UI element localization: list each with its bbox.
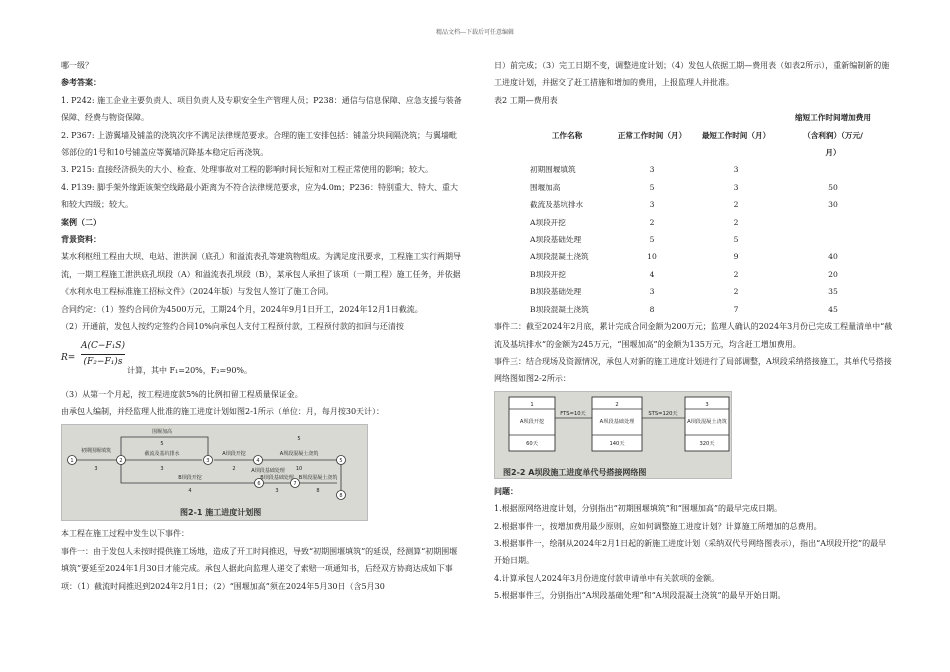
answer-2: 2. P367: 上游翼墙及铺盖的浇筑次序不满足法律规范要求。合理的施工安排包括：铺盖分块间隔浇筑；与翼墙毗邻部位的1号和10号铺盖应等翼墙沉降基本稳定后再浇筑。 xyxy=(61,130,458,158)
activity-duration: 320天 xyxy=(699,440,715,447)
activity-number: 1 xyxy=(530,401,534,408)
question-3: 3.根据事件一，绘制从2024年2月1日起的新施工进度计划（采纳双代号网络图表示），指出“A坝段开挖”的最早开始日期。 xyxy=(494,538,887,566)
background-para-1: 某水利枢纽工程由大坝、电站、泄洪洞（底孔）和溢流表孔等建筑物组成。为满足度汛要求，工程施工实行两期导流，一期工程施工泄洪底孔坝段（A）和溢流表孔坝段（B），某承包人承担了该项（一期工程）施工任务，并依据《水利水电工程标准施工招标文件》（2024年版）与发包人签订了施工合同。 xyxy=(61,252,461,297)
activity-label: B坝段基础处理 xyxy=(260,475,294,482)
activity-duration: 3 xyxy=(275,488,279,495)
activity-duration: 140天 xyxy=(609,440,625,447)
cell-min: 2 xyxy=(733,269,739,279)
node-2: 2 xyxy=(119,458,123,465)
cell-normal: 8 xyxy=(649,304,655,314)
cell-normal: 5 xyxy=(649,235,655,245)
cell-name: A坝段基础处理 xyxy=(530,235,582,245)
activity-label: 初期围堰填筑 xyxy=(80,448,112,455)
header-extra-cost-2: （含利润）（万元/ xyxy=(803,130,863,140)
cell-min: 7 xyxy=(733,304,739,314)
background-para-5: 由承包人编制，并经监理人批准的施工进度计划如图2-1所示（单位：月，每月按30天计）： xyxy=(61,406,385,416)
activity-label: B坝段混凝土浇筑 xyxy=(298,475,338,482)
activity-duration: 4 xyxy=(188,488,192,495)
cell-name: B坝段混凝土浇筑 xyxy=(530,304,589,314)
background-para-2: 合同约定：（1）签约合同价为4500万元，工期24个月，2024年9月1日开工，2024年12月1日截流。 xyxy=(61,304,423,314)
event-1-continued: 日）前完成；（3）完工日期不变，调整进度计划；（4）发包人依据工期—费用表（如表2所示），重新编制新的施工进度计划，并据交了赶工措施和增加的费用，上报监理人并批准。 xyxy=(494,61,890,88)
cell-normal: 5 xyxy=(649,182,655,192)
cell-min: 3 xyxy=(733,165,739,175)
cell-name: A坝段混凝土浇筑 xyxy=(530,252,589,262)
question-2: 2.根据事件一，按增加费用最少原则，应如何调整施工进度计划？计算施工所增加的总费用。 xyxy=(494,521,822,531)
table-row xyxy=(524,196,888,213)
activity-label: B坝段开挖 xyxy=(178,475,202,482)
node-5: 5 xyxy=(339,458,343,465)
cell-min: 5 xyxy=(733,235,739,245)
cell-normal: 3 xyxy=(649,200,655,210)
activity-duration: 5 xyxy=(160,441,164,448)
activity-name: A坝段基础处理 xyxy=(599,418,635,425)
cell-normal: 3 xyxy=(649,287,655,297)
activity-label: A坝段基础处理 xyxy=(251,468,285,475)
cell-normal: 3 xyxy=(649,165,655,175)
figure-2-2-network xyxy=(494,391,732,479)
table-row xyxy=(524,283,888,300)
activity-name: A坝段开挖 xyxy=(519,418,545,425)
cell-cost: 45 xyxy=(828,304,838,314)
cell-name: A坝段开挖 xyxy=(530,217,566,227)
node-3: 3 xyxy=(206,458,210,465)
header-normal: 正常工作时间（月） xyxy=(617,130,687,140)
activity-duration: 10 xyxy=(295,466,303,473)
cell-cost xyxy=(778,161,888,178)
header-name: 工作名称 xyxy=(551,130,583,140)
node-6: 6 xyxy=(257,481,261,488)
background-para-3: （2）开通前，发包人按约定签约合同10%向承包人支付工程预付款，工程预付款的扣回与还清按 xyxy=(61,322,404,332)
activity-duration: 3 xyxy=(160,466,164,473)
cell-cost: 20 xyxy=(828,269,838,279)
cell-min: 9 xyxy=(733,252,739,262)
duration-cost-table xyxy=(524,109,888,318)
background-heading: 背景资料： xyxy=(61,234,101,245)
questions-heading: 问题： xyxy=(494,485,518,496)
answer-1: 1. P242: 施工企业主要负责人、项目负责人及专职安全生产管理人员；P238：通信与信息保障、应急支援与装备保障、经费与物资保障。 xyxy=(61,95,462,123)
events-intro: 本工程在施工过程中发生以下事件： xyxy=(61,529,189,539)
answer-heading: 参考答案： xyxy=(61,77,101,88)
activity-duration: 3 xyxy=(94,466,98,473)
cell-name: B坝段基础处理 xyxy=(530,287,582,297)
activity-label: A坝段混凝土浇筑 xyxy=(279,451,319,458)
event-3: 事件三：结合现场及资源情况，承包人对新的施工进度计划进行了局部调整，A坝段采纳搭接施工，其单代号搭接网络图如图2-2所示： xyxy=(494,356,892,384)
answer-4: 4. P139: 脚手架外缘距该架空线路最小距离为不符合法律规范要求，应为4.0m；P236：特别重大、特大、重大和较大四级；较大。 xyxy=(61,182,459,210)
cell-cost: 30 xyxy=(828,200,838,210)
cell-min: 2 xyxy=(733,200,739,210)
cell-cost: 40 xyxy=(828,252,838,262)
header-extra-cost-3: 月） xyxy=(825,148,841,158)
activity-name: A坝段混凝土浇筑 xyxy=(687,418,727,425)
node-8: 8 xyxy=(339,493,343,500)
activity-duration: 2 xyxy=(232,466,236,473)
table-row xyxy=(524,179,888,196)
question-1: 1.根据原网络进度计划，分别指出“初期围堰填筑”和“围堰加高”的最早完成日期。 xyxy=(494,504,782,514)
cell-name: 围堰加高 xyxy=(530,182,561,192)
cell-min: 2 xyxy=(733,217,739,227)
activity-number: 2 xyxy=(615,401,619,408)
cell-cost xyxy=(778,231,888,248)
background-para-4: （3）从第一个月起，按工程进度款5%的比例扣留工程质量保证金。 xyxy=(61,389,303,399)
fraction-bar xyxy=(81,354,125,355)
activity-number: 3 xyxy=(705,401,709,408)
cell-min: 3 xyxy=(733,182,739,192)
figure-2-1-network xyxy=(61,424,368,521)
table-row xyxy=(524,214,888,231)
node-1: 1 xyxy=(70,458,74,465)
activity-label: A坝段开挖 xyxy=(222,451,246,458)
table-row xyxy=(524,266,888,283)
table-body xyxy=(524,161,888,318)
node-7: 7 xyxy=(293,481,297,488)
header-min: 最短工作时间（月） xyxy=(701,130,771,140)
question-4: 4.计算承包人2024年3月份进度付款申请单中有关款项的金额。 xyxy=(494,573,720,583)
event-1: 事件一：由于发包人未按时提供施工场地，造成了开工时间推迟，导致“初期围堰填筑”的延误，经测算“初期围堰填筑”要延至2024年1月30日才能完成。承包人据此向监理人递交了索赔一项通知书，后经双方协商达成如下事项：（1）截流时间推迟到2024年2月1日；（2）“围堰加高”须在2024年5月30日（含5月30 xyxy=(61,546,458,591)
header-extra-cost: 缩短工作时间增加费用 xyxy=(795,113,871,123)
link-label: STS=120天 xyxy=(648,410,678,417)
activity-duration: 60天 xyxy=(526,440,538,447)
table-row xyxy=(524,161,888,178)
cell-name: 初期围堰填筑 xyxy=(530,165,576,175)
cell-min: 2 xyxy=(733,287,739,297)
cell-normal: 4 xyxy=(649,269,655,279)
figure-caption: 图2-2 A坝段施工进度单代号搭接网络图 xyxy=(503,467,647,477)
formula-tail: 计算，其中 F₁=20%，F₂=90%。 xyxy=(127,365,253,375)
node-4: 4 xyxy=(256,458,260,465)
deduction-formula xyxy=(61,340,463,384)
cell-name: 截流及基坑排水 xyxy=(530,200,584,210)
question-tail: 哪一级？ xyxy=(61,61,93,70)
left-column xyxy=(61,57,463,595)
page-header: 精品文档---下载后可任意编辑 xyxy=(435,29,515,36)
case-heading: 案例（二） xyxy=(61,216,101,227)
answer-3: 3. P215: 直接经济损失的大小、检查、处理事故对工程的影响时间长短和对工程正常使用的影响；较大。 xyxy=(61,165,434,175)
table-title: 表2 工期—费用表 xyxy=(494,95,558,105)
cell-cost xyxy=(778,214,888,231)
event-2: 事件二：截至2024年2月底，累计完成合同金额为200万元；监理人确认的2024年3月份已完成工程量清单中“截流及基坑排水”的金额为245万元，“围堰加高”的金额为135万元，均含赶工增加费用。 xyxy=(494,322,893,349)
activity-duration: 8 xyxy=(316,488,320,495)
formula-lhs: R= xyxy=(61,352,76,363)
table-row xyxy=(524,301,888,318)
table-row xyxy=(524,248,888,265)
activity-label: 围堰加高 xyxy=(151,429,173,436)
activity-duration: 5 xyxy=(297,436,301,443)
table-row xyxy=(524,231,888,248)
table-header-row xyxy=(524,109,888,126)
figure-caption: 图2-1 施工进度计划图 xyxy=(180,508,262,518)
cell-normal: 10 xyxy=(647,252,657,262)
cell-cost: 50 xyxy=(828,182,838,192)
formula-numerator: A(C−F₁S) xyxy=(81,340,125,351)
link-label: FTS=10天 xyxy=(560,410,586,417)
right-column xyxy=(494,57,894,605)
cell-cost: 35 xyxy=(828,287,838,297)
formula-denominator: (F₂−F₁)s xyxy=(83,356,123,367)
activity-label: 截流及基坑排水 xyxy=(144,451,180,458)
cell-normal: 2 xyxy=(649,217,655,227)
question-5: 5.根据事件三，分别指出“A坝段基础处理”和“A坝段混凝土浇筑”的最早开始日期。 xyxy=(494,591,786,601)
cell-name: B坝段开挖 xyxy=(530,269,566,279)
